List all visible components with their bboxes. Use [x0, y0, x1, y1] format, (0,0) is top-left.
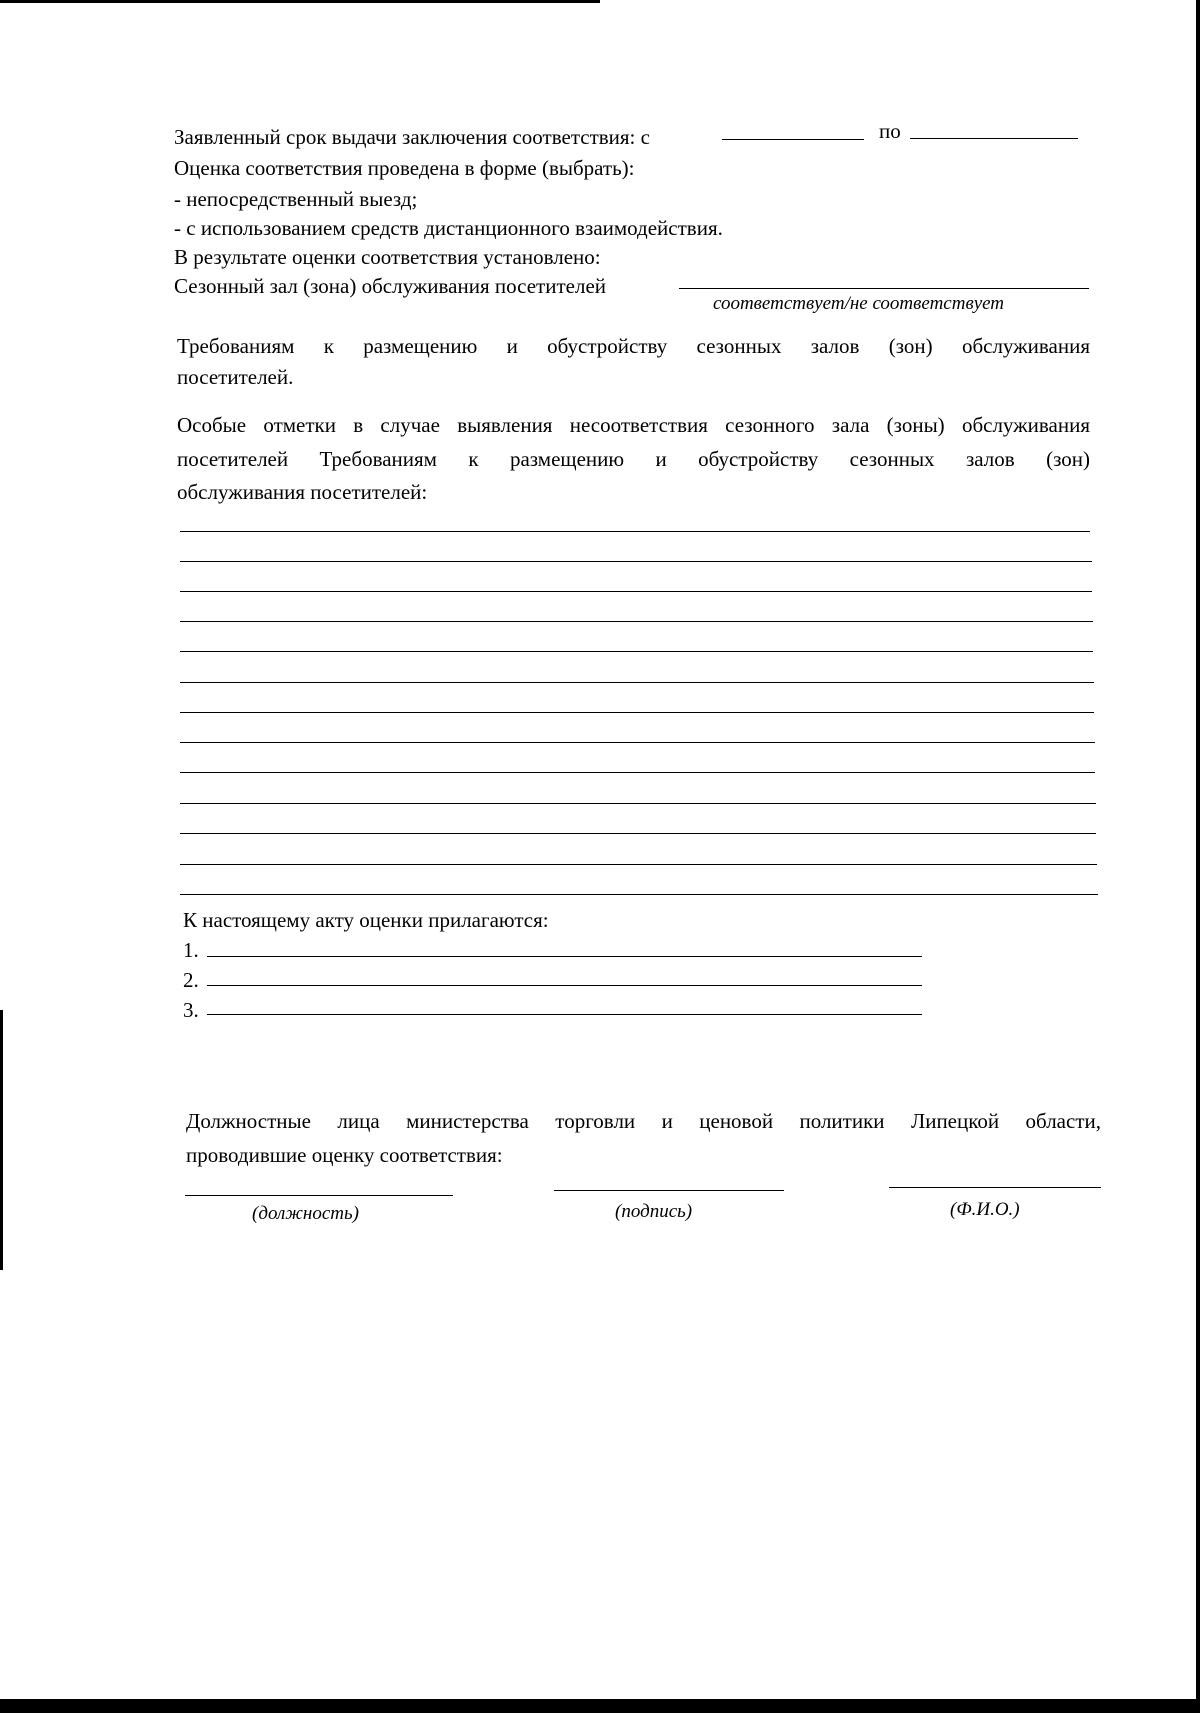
special-notes-line-3: обслуживания посетителей: — [177, 480, 428, 504]
scan-border-bottom — [0, 1699, 1200, 1713]
seasonal-hall-label: Сезонный зал (зона) обслуживания посетителей — [174, 274, 606, 298]
scan-border-left — [0, 1010, 3, 1270]
attachment-number-3: 3. — [183, 998, 199, 1022]
period-to-field[interactable] — [910, 138, 1078, 139]
notes-line[interactable] — [180, 682, 1094, 683]
notes-line[interactable] — [180, 864, 1097, 865]
notes-line[interactable] — [180, 772, 1095, 773]
notes-line[interactable] — [180, 833, 1096, 834]
notes-line[interactable] — [180, 742, 1095, 743]
name-caption: (Ф.И.О.) — [950, 1199, 1020, 1220]
position-caption: (должность) — [252, 1203, 359, 1224]
notes-line[interactable] — [180, 621, 1093, 622]
period-label: Заявленный срок выдачи заключения соответствия: с — [174, 125, 650, 149]
attachment-number-1: 1. — [183, 938, 199, 962]
seasonal-hall-hint: соответствует/не соответствует — [713, 293, 1005, 314]
requirements-line-1: Требованиям к размещению и обустройству сезонных залов (зон) обслуживания — [177, 334, 1090, 358]
notes-line[interactable] — [180, 651, 1093, 652]
notes-line[interactable] — [180, 591, 1092, 592]
assessment-result-label: В результате оценки соответствия установлено: — [174, 245, 601, 269]
assessment-option-onsite: - непосредственный выезд; — [174, 187, 418, 211]
scan-border-right — [1196, 0, 1200, 1713]
signature-caption: (подпись) — [615, 1201, 693, 1222]
period-to-label: по — [879, 119, 901, 143]
attachment-field-1[interactable] — [207, 956, 922, 957]
officials-line-1: Должностные лица министерства торговли и ценовой политики Липецкой области, — [186, 1109, 1101, 1133]
notes-line[interactable] — [180, 561, 1092, 562]
special-notes-line-2: посетителей Требованиям к размещению и обустройству сезонных залов (зон) — [177, 447, 1090, 471]
assessment-option-remote: - с использованием средств дистанционного взаимодействия. — [174, 216, 723, 240]
assessment-form-label: Оценка соответствия проведена в форме (выбрать): — [174, 156, 635, 180]
notes-line[interactable] — [180, 712, 1094, 713]
period-from-field[interactable] — [722, 139, 864, 140]
signature-field[interactable] — [554, 1190, 784, 1191]
attachments-heading: К настоящему акту оценки прилагаются: — [183, 908, 549, 932]
notes-line[interactable] — [180, 894, 1098, 895]
notes-line[interactable] — [180, 531, 1090, 532]
name-field[interactable] — [889, 1187, 1101, 1188]
scan-border-top — [0, 0, 600, 3]
notes-line[interactable] — [180, 803, 1096, 804]
attachment-field-2[interactable] — [207, 985, 922, 986]
attachment-field-3[interactable] — [207, 1014, 922, 1015]
attachment-number-2: 2. — [183, 968, 199, 992]
position-field[interactable] — [185, 1195, 453, 1196]
officials-line-2: проводившие оценку соответствия: — [186, 1143, 503, 1167]
special-notes-line-1: Особые отметки в случае выявления несоответствия сезонного зала (зоны) обслуживания — [177, 413, 1090, 437]
seasonal-hall-result-field[interactable] — [679, 288, 1089, 289]
requirements-line-2: посетителей. — [177, 365, 294, 389]
